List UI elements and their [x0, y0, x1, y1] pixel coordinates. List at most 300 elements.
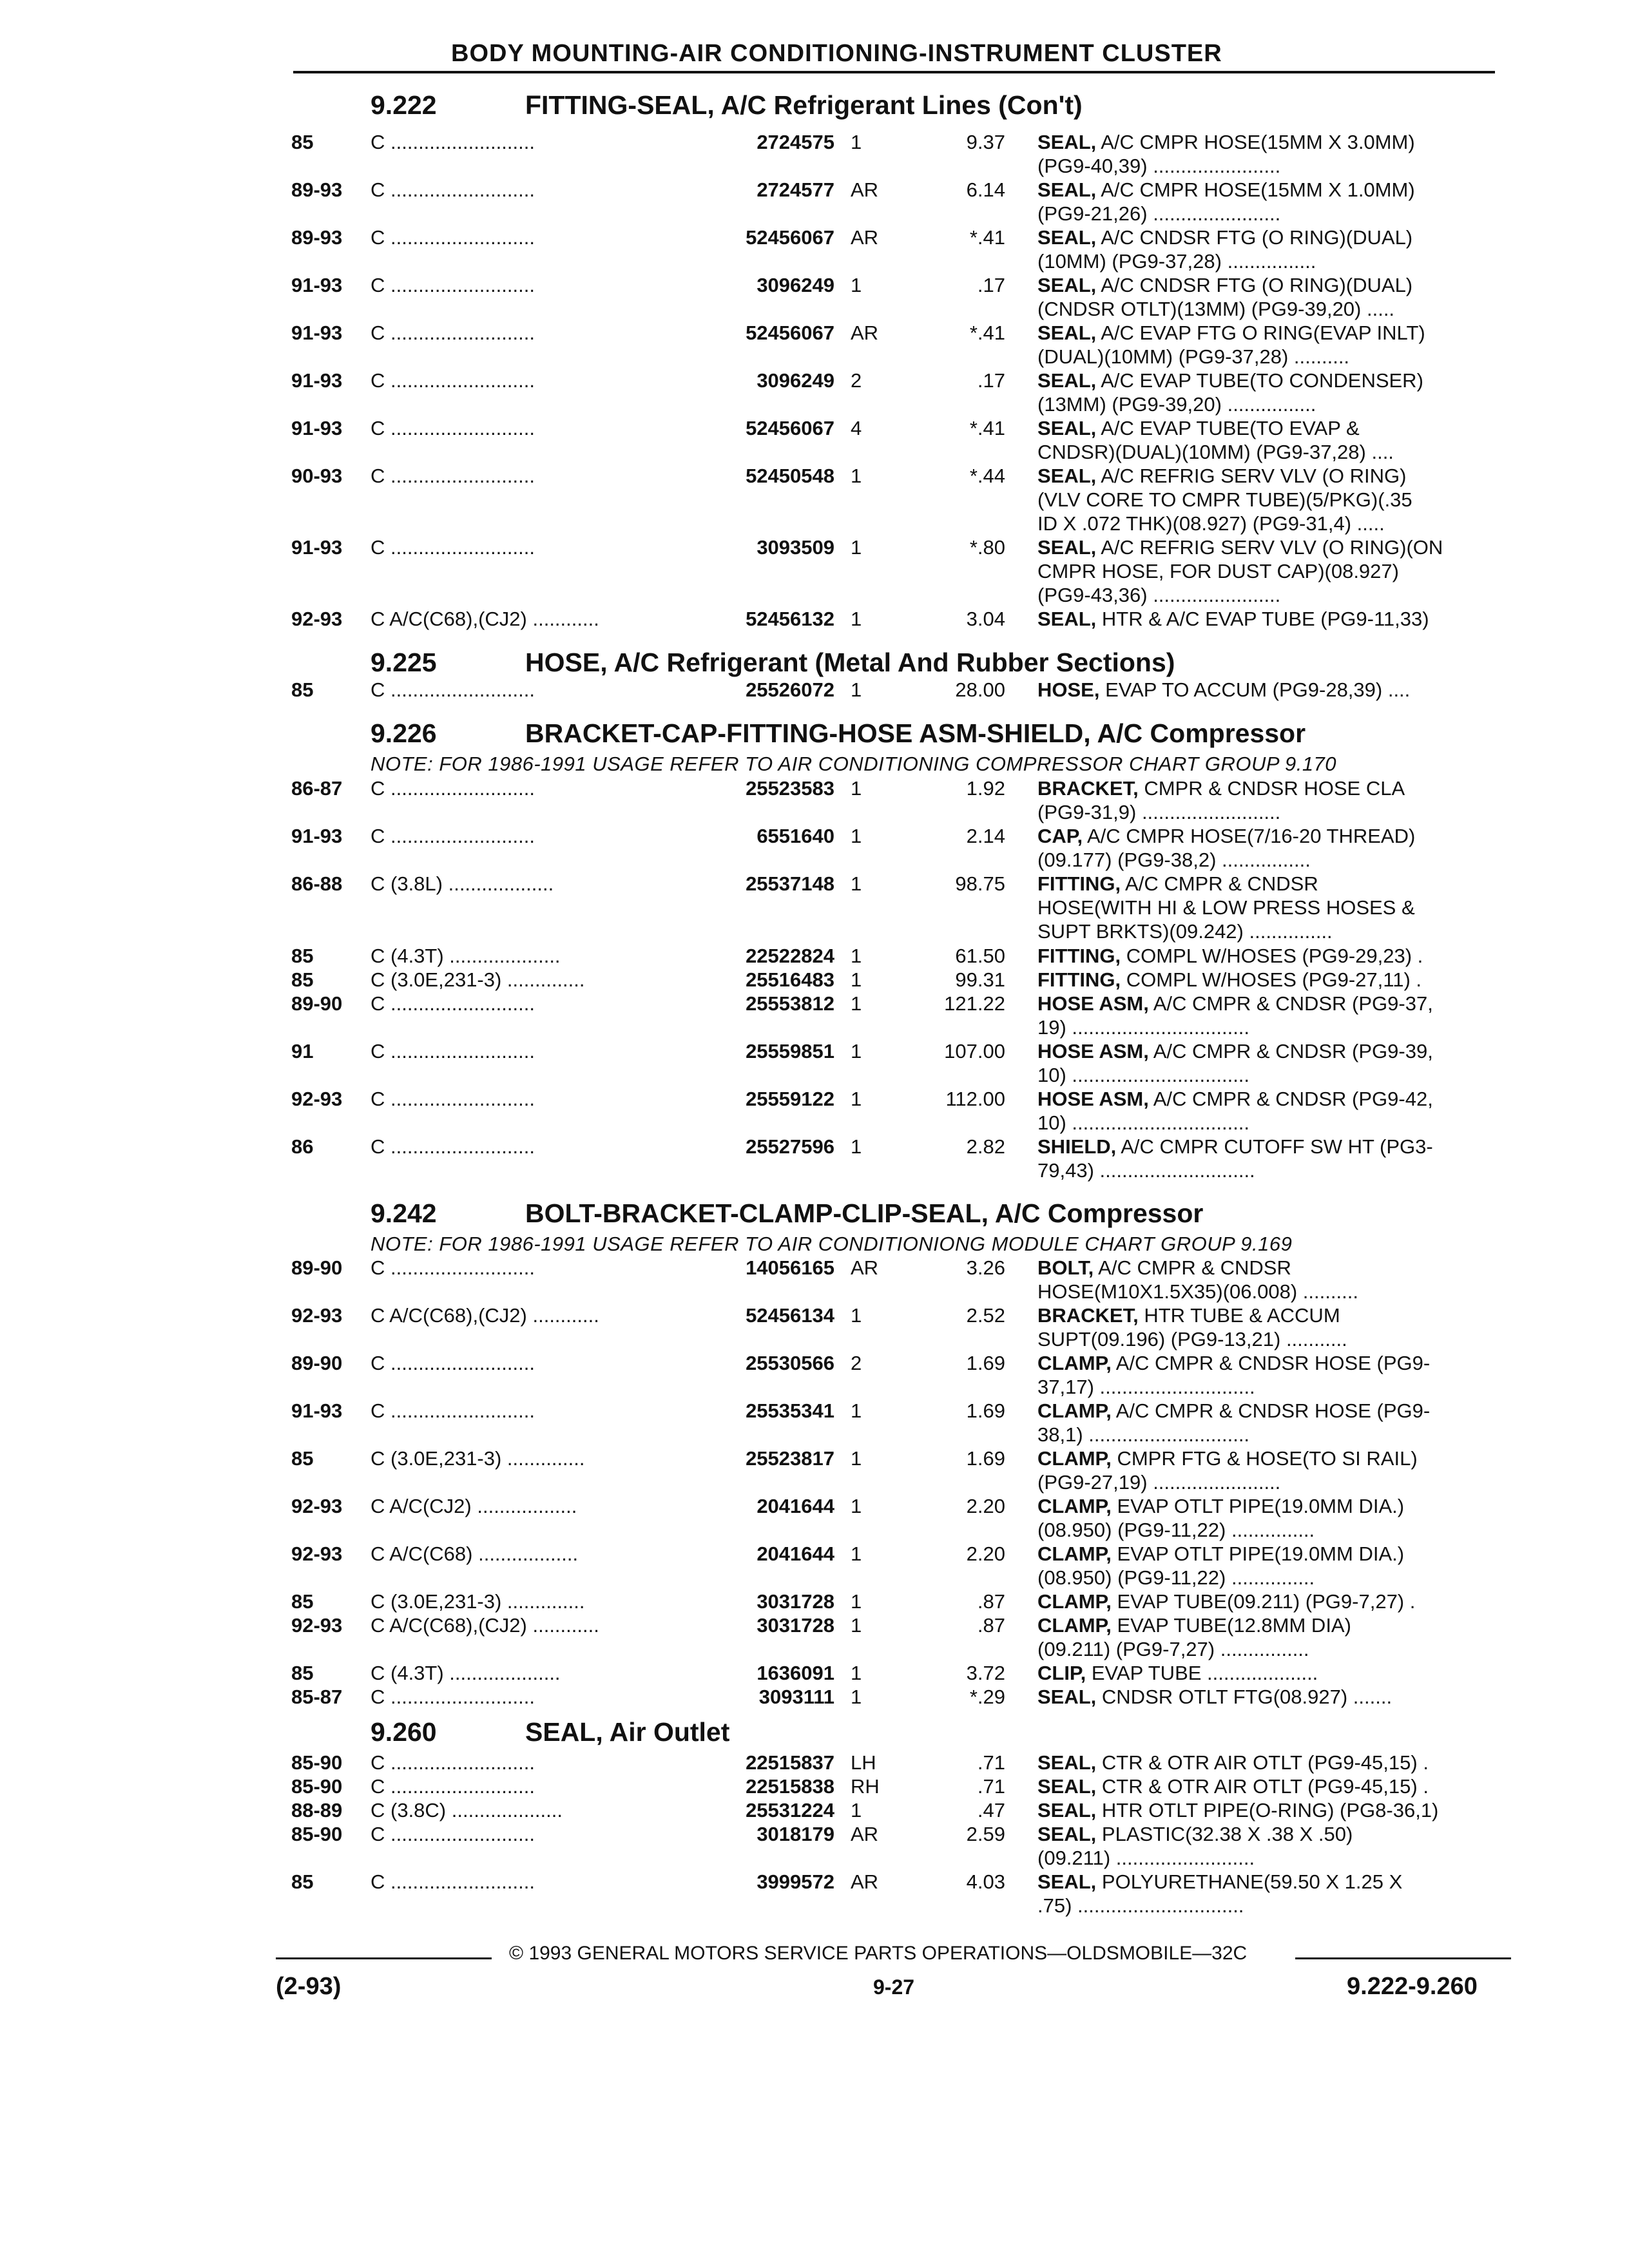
- price: 98.75: [955, 872, 1005, 895]
- description-text: CNDSR OTLT FTG(08.927) .......: [1096, 1686, 1393, 1708]
- table-row: [0, 968, 1629, 992]
- model-year: 85: [291, 1590, 314, 1613]
- description-line: [1037, 1847, 1498, 1870]
- part-description: [1037, 1088, 1498, 1135]
- description-line: [1037, 872, 1498, 896]
- price: 112.00: [945, 1088, 1005, 1110]
- description-text: 38,1) .............................: [1037, 1423, 1250, 1446]
- part-number: 25531224: [746, 1799, 834, 1821]
- description-lead: CLAMP,: [1037, 1495, 1112, 1517]
- quantity: 1: [851, 1399, 862, 1422]
- description-lead: SEAL,: [1037, 1823, 1097, 1845]
- price: 28.00: [955, 678, 1005, 701]
- price: 4.03: [966, 1870, 1005, 1893]
- part-description: [1037, 1590, 1498, 1614]
- part-description: [1037, 608, 1498, 631]
- usage-code: C ..........................: [371, 1751, 535, 1774]
- model-year: 85: [291, 945, 314, 967]
- part-description: [1037, 1399, 1498, 1447]
- description-line: [1037, 777, 1498, 801]
- price: 2.52: [966, 1304, 1005, 1327]
- model-year: 92-93: [291, 1542, 343, 1565]
- description-text: SUPT BRKTS)(09.242) ...............: [1037, 920, 1333, 943]
- table-row: [0, 1870, 1629, 1917]
- description-text: (09.211) .........................: [1037, 1847, 1255, 1869]
- price: .17: [977, 274, 1005, 296]
- model-year: 86: [291, 1135, 314, 1158]
- quantity: 1: [851, 1686, 862, 1708]
- table-row: [0, 536, 1629, 606]
- usage-code: C ..........................: [371, 992, 535, 1015]
- description-text: 10) ................................: [1037, 1111, 1250, 1134]
- description-lead: CLIP,: [1037, 1662, 1086, 1684]
- section-heading: [371, 1717, 729, 1747]
- table-row: [0, 1823, 1629, 1869]
- part-number: 52456132: [746, 608, 834, 630]
- description-lead: HOSE ASM,: [1037, 992, 1149, 1015]
- description-text: (08.950) (PG9-11,22) ...............: [1037, 1566, 1315, 1589]
- description-text: (13MM) (PG9-39,20) ................: [1037, 393, 1316, 416]
- description-line: [1037, 1495, 1498, 1519]
- usage-code: C ..........................: [371, 536, 535, 559]
- usage-code: C ..........................: [371, 417, 535, 439]
- table-row: [0, 1040, 1629, 1086]
- table-row: [0, 322, 1629, 368]
- part-description: [1037, 1304, 1498, 1352]
- part-description: [1037, 465, 1498, 536]
- description-lead: HOSE ASM,: [1037, 1088, 1149, 1110]
- price: .47: [977, 1799, 1005, 1821]
- price: 99.31: [955, 968, 1005, 991]
- quantity: 2: [851, 369, 862, 392]
- section-heading: [371, 648, 1175, 678]
- description-line: [1037, 417, 1498, 441]
- model-year: 90-93: [291, 465, 343, 487]
- description-line: [1037, 345, 1498, 369]
- description-line: [1037, 1040, 1498, 1064]
- table-row: [0, 777, 1629, 823]
- usage-code: C ..........................: [371, 178, 535, 201]
- price: 9.37: [966, 131, 1005, 153]
- part-number: 6551640: [757, 825, 834, 847]
- description-lead: HOSE ASM,: [1037, 1040, 1149, 1062]
- description-text: PLASTIC(32.38 X .38 X .50): [1096, 1823, 1353, 1845]
- footer-copyright: © 1993 GENERAL MOTORS SERVICE PARTS OPERATIONS—OLDSMOBILE—32C: [509, 1943, 1248, 1964]
- description-line: [1037, 1447, 1498, 1471]
- quantity: AR: [851, 226, 879, 249]
- description-lead: CLAMP,: [1037, 1590, 1112, 1613]
- usage-code: C ..........................: [371, 1135, 535, 1158]
- part-number: 25527596: [746, 1135, 834, 1158]
- part-number: 25535341: [746, 1399, 834, 1422]
- table-row: [0, 1399, 1629, 1446]
- description-text: (09.211) (PG9-7,27) ................: [1037, 1638, 1309, 1660]
- part-description: [1037, 1135, 1498, 1183]
- part-number: 3031728: [757, 1614, 834, 1637]
- price: 107.00: [944, 1040, 1005, 1062]
- part-description: [1037, 131, 1498, 178]
- price: *.41: [969, 417, 1005, 439]
- price: *.41: [969, 226, 1005, 249]
- description-text: (09.177) (PG9-38,2) ................: [1037, 849, 1311, 871]
- description-text: SUPT(09.196) (PG9-13,21) ...........: [1037, 1328, 1347, 1350]
- description-text: (DUAL)(10MM) (PG9-37,28) ..........: [1037, 345, 1350, 368]
- quantity: 1: [851, 678, 862, 701]
- model-year: 85: [291, 678, 314, 701]
- part-number: 3018179: [757, 1823, 834, 1845]
- quantity: 1: [851, 1447, 862, 1470]
- price: .71: [977, 1775, 1005, 1798]
- description-line: [1037, 202, 1498, 226]
- description-text: A/C CMPR & CNDSR (PG9-37,: [1148, 992, 1433, 1015]
- usage-code: C ..........................: [371, 274, 535, 296]
- model-year: 92-93: [291, 1614, 343, 1637]
- description-lead: BRACKET,: [1037, 1304, 1139, 1327]
- part-number: 3096249: [757, 369, 834, 392]
- description-line: [1037, 250, 1498, 274]
- description-lead: HOSE,: [1037, 678, 1100, 701]
- description-lead: SEAL,: [1037, 369, 1097, 392]
- description-text: A/C EVAP FTG O RING(EVAP INLT): [1096, 322, 1425, 344]
- model-year: 91-93: [291, 825, 343, 847]
- usage-code: C A/C(CJ2) ..................: [371, 1495, 577, 1517]
- description-line: [1037, 801, 1498, 825]
- description-text: (VLV CORE TO CMPR TUBE)(5/PKG)(.35: [1037, 488, 1412, 511]
- description-line: [1037, 1352, 1498, 1376]
- price: 2.59: [966, 1823, 1005, 1845]
- description-lead: SEAL,: [1037, 1686, 1097, 1708]
- description-line: [1037, 945, 1498, 968]
- description-text: A/C CNDSR FTG (O RING)(DUAL): [1096, 226, 1413, 249]
- description-line: [1037, 1016, 1498, 1040]
- price: .71: [977, 1751, 1005, 1774]
- table-row: [0, 1614, 1629, 1660]
- table-row: [0, 1590, 1629, 1613]
- model-year: 91-93: [291, 1399, 343, 1422]
- description-line: [1037, 1280, 1498, 1304]
- description-text: EVAP OTLT PIPE(19.0MM DIA.): [1111, 1495, 1405, 1517]
- quantity: RH: [851, 1775, 880, 1798]
- description-line: [1037, 849, 1498, 872]
- part-description: [1037, 872, 1498, 944]
- usage-code: C ..........................: [371, 825, 535, 847]
- part-description: [1037, 992, 1498, 1040]
- description-text: CMPR HOSE, FOR DUST CAP)(08.927): [1037, 560, 1399, 582]
- usage-code: C ..........................: [371, 777, 535, 800]
- description-lead: CLAMP,: [1037, 1614, 1112, 1637]
- part-description: [1037, 777, 1498, 825]
- price: .87: [977, 1614, 1005, 1637]
- model-year: 91-93: [291, 417, 343, 439]
- section-number: 9.225: [371, 648, 437, 677]
- description-text: CTR & OTR AIR OTLT (PG9-45,15) .: [1096, 1775, 1429, 1798]
- section-heading: [371, 718, 1306, 749]
- price: 121.22: [944, 992, 1005, 1015]
- description-text: 19) ................................: [1037, 1016, 1250, 1039]
- table-row: [0, 465, 1629, 535]
- description-text: (PG9-27,19) .......................: [1037, 1471, 1281, 1494]
- model-year: 85: [291, 1870, 314, 1893]
- description-line: [1037, 512, 1498, 536]
- model-year: 85: [291, 1447, 314, 1470]
- part-description: [1037, 274, 1498, 322]
- table-row: [0, 1751, 1629, 1774]
- usage-code: C (3.0E,231-3) ..............: [371, 1447, 585, 1470]
- description-text: HTR OTLT PIPE(O-RING) (PG8-36,1): [1096, 1799, 1439, 1821]
- description-line: [1037, 1304, 1498, 1328]
- model-year: 88-89: [291, 1799, 343, 1821]
- usage-code: C ..........................: [371, 1686, 535, 1708]
- quantity: 1: [851, 274, 862, 296]
- model-year: 85: [291, 968, 314, 991]
- model-year: 91-93: [291, 369, 343, 392]
- section-number: 9.242: [371, 1198, 437, 1228]
- model-year: 89-93: [291, 226, 343, 249]
- model-year: 85-87: [291, 1686, 343, 1708]
- description-text: 37,17) ............................: [1037, 1376, 1255, 1398]
- table-row: [0, 1662, 1629, 1685]
- description-line: [1037, 1590, 1498, 1614]
- part-description: [1037, 1040, 1498, 1088]
- table-row: [0, 1775, 1629, 1798]
- price: 3.26: [966, 1256, 1005, 1279]
- description-line: [1037, 1471, 1498, 1495]
- part-number: 2041644: [757, 1542, 834, 1565]
- model-year: 85-90: [291, 1775, 343, 1798]
- quantity: 1: [851, 536, 862, 559]
- description-line: [1037, 441, 1498, 465]
- section-heading: [371, 1198, 1203, 1229]
- description-line: [1037, 393, 1498, 417]
- quantity: 1: [851, 777, 862, 800]
- footer-section-range: 9.222-9.260: [1347, 1973, 1478, 2000]
- description-text: CMPR & CNDSR HOSE CLA: [1138, 777, 1405, 800]
- description-text: HTR TUBE & ACCUM: [1138, 1304, 1340, 1327]
- usage-code: C ..........................: [371, 1040, 535, 1062]
- description-text: CMPR FTG & HOSE(TO SI RAIL): [1111, 1447, 1418, 1470]
- part-number: 52456067: [746, 417, 834, 439]
- usage-code: C (3.0E,231-3) ..............: [371, 968, 585, 991]
- section-title: SEAL, Air Outlet: [525, 1717, 730, 1747]
- part-number: 25526072: [746, 678, 834, 701]
- model-year: 86-88: [291, 872, 343, 895]
- description-text: A/C CMPR & CNDSR: [1121, 872, 1318, 895]
- description-line: [1037, 1519, 1498, 1542]
- part-description: [1037, 968, 1498, 992]
- quantity: 1: [851, 131, 862, 153]
- description-text: COMPL W/HOSES (PG9-27,11) .: [1121, 968, 1422, 991]
- price: *.29: [969, 1686, 1005, 1708]
- description-line: [1037, 1088, 1498, 1111]
- description-line: [1037, 1775, 1498, 1799]
- part-number: 22515838: [746, 1775, 834, 1798]
- price: 3.72: [966, 1662, 1005, 1684]
- part-number: 3096249: [757, 274, 834, 296]
- model-year: 85: [291, 1662, 314, 1684]
- model-year: 92-93: [291, 608, 343, 630]
- price: .87: [977, 1590, 1005, 1613]
- price: 1.92: [966, 777, 1005, 800]
- part-description: [1037, 417, 1498, 465]
- usage-code: C ..........................: [371, 322, 535, 344]
- table-row: [0, 417, 1629, 463]
- usage-code: C ..........................: [371, 369, 535, 392]
- description-text: A/C REFRIG SERV VLV (O RING): [1096, 465, 1407, 487]
- description-line: [1037, 322, 1498, 345]
- description-line: [1037, 1823, 1498, 1847]
- part-number: 25516483: [746, 968, 834, 991]
- description-lead: CLAMP,: [1037, 1399, 1112, 1422]
- description-lead: BRACKET,: [1037, 777, 1139, 800]
- description-line: [1037, 1399, 1498, 1423]
- usage-code: C ..........................: [371, 131, 535, 153]
- description-text: CNDSR)(DUAL)(10MM) (PG9-37,28) ....: [1037, 441, 1394, 463]
- description-text: EVAP OTLT PIPE(19.0MM DIA.): [1111, 1542, 1405, 1565]
- part-description: [1037, 1447, 1498, 1495]
- table-row: [0, 825, 1629, 871]
- usage-code: C ..........................: [371, 1823, 535, 1845]
- table-row: [0, 1686, 1629, 1709]
- footer-date: (2-93): [276, 1973, 342, 2000]
- description-line: [1037, 488, 1498, 512]
- description-text: (CNDSR OTLT)(13MM) (PG9-39,20) .....: [1037, 298, 1395, 320]
- price: 61.50: [955, 945, 1005, 967]
- description-text: A/C CNDSR FTG (O RING)(DUAL): [1096, 274, 1413, 296]
- section-heading: [371, 90, 1083, 120]
- description-lead: SEAL,: [1037, 1775, 1097, 1798]
- usage-code: C ..........................: [371, 1775, 535, 1798]
- description-text: EVAP TUBE(09.211) (PG9-7,27) .: [1111, 1590, 1416, 1613]
- part-number: 14056165: [746, 1256, 834, 1279]
- description-lead: SEAL,: [1037, 131, 1097, 153]
- part-description: [1037, 945, 1498, 968]
- model-year: 92-93: [291, 1495, 343, 1517]
- model-year: 89-90: [291, 992, 343, 1015]
- description-text: 79,43) ............................: [1037, 1159, 1255, 1182]
- description-line: [1037, 1799, 1498, 1823]
- description-lead: CLAMP,: [1037, 1447, 1112, 1470]
- description-text: HTR & A/C EVAP TUBE (PG9-11,33): [1096, 608, 1429, 630]
- description-line: [1037, 131, 1498, 155]
- table-row: [0, 872, 1629, 943]
- part-description: [1037, 178, 1498, 226]
- description-line: [1037, 155, 1498, 178]
- page-header-title: BODY MOUNTING-AIR CONDITIONING-INSTRUMENT CLUSTER: [451, 40, 1222, 67]
- price: 2.20: [966, 1495, 1005, 1517]
- quantity: 4: [851, 417, 862, 439]
- usage-code: C (4.3T) ....................: [371, 1662, 561, 1684]
- part-number: 25523583: [746, 777, 834, 800]
- quantity: 1: [851, 1088, 862, 1110]
- description-text: A/C CMPR & CNDSR (PG9-39,: [1148, 1040, 1433, 1062]
- description-lead: SEAL,: [1037, 1751, 1097, 1774]
- part-number: 25559851: [746, 1040, 834, 1062]
- part-description: [1037, 322, 1498, 369]
- description-text: (PG9-40,39) .......................: [1037, 155, 1281, 177]
- part-number: 3031728: [757, 1590, 834, 1613]
- quantity: 1: [851, 465, 862, 487]
- description-text: A/C CMPR HOSE(7/16-20 THREAD): [1083, 825, 1416, 847]
- part-number: 22522824: [746, 945, 834, 967]
- model-year: 89-90: [291, 1256, 343, 1279]
- section-number: 9.222: [371, 90, 437, 120]
- part-description: [1037, 1495, 1498, 1542]
- part-number: 25537148: [746, 872, 834, 895]
- part-description: [1037, 1542, 1498, 1590]
- description-text: EVAP TO ACCUM (PG9-28,39) ....: [1099, 678, 1411, 701]
- description-lead: FITTING,: [1037, 968, 1121, 991]
- part-description: [1037, 1775, 1498, 1799]
- description-text: A/C CMPR HOSE(15MM X 1.0MM): [1096, 178, 1415, 201]
- usage-code: C (4.3T) ....................: [371, 945, 561, 967]
- part-number: 52450548: [746, 465, 834, 487]
- usage-code: C A/C(C68),(CJ2) ............: [371, 608, 599, 630]
- price: 1.69: [966, 1399, 1005, 1422]
- description-line: [1037, 1686, 1498, 1709]
- quantity: 1: [851, 945, 862, 967]
- description-line: [1037, 226, 1498, 250]
- part-number: 25530566: [746, 1352, 834, 1374]
- section-title: FITTING-SEAL, A/C Refrigerant Lines (Con't): [525, 90, 1083, 120]
- description-lead: SEAL,: [1037, 226, 1097, 249]
- table-row: [0, 1256, 1629, 1303]
- description-line: [1037, 1662, 1498, 1686]
- price: 6.14: [966, 178, 1005, 201]
- quantity: AR: [851, 1823, 879, 1845]
- usage-code: C A/C(C68),(CJ2) ............: [371, 1304, 599, 1327]
- description-line: [1037, 465, 1498, 488]
- usage-code: C ..........................: [371, 226, 535, 249]
- part-number: 52456067: [746, 322, 834, 344]
- description-text: A/C EVAP TUBE(TO CONDENSER): [1096, 369, 1423, 392]
- table-row: [0, 1304, 1629, 1350]
- model-year: 86-87: [291, 777, 343, 800]
- description-line: [1037, 1542, 1498, 1566]
- description-line: [1037, 678, 1498, 702]
- price: 1.69: [966, 1352, 1005, 1374]
- table-row: [0, 131, 1629, 177]
- description-text: COMPL W/HOSES (PG9-29,23) .: [1121, 945, 1423, 967]
- table-row: [0, 1352, 1629, 1398]
- description-lead: CLAMP,: [1037, 1542, 1112, 1565]
- part-number: 25553812: [746, 992, 834, 1015]
- description-lead: SHIELD,: [1037, 1135, 1117, 1158]
- quantity: 1: [851, 1614, 862, 1637]
- usage-code: C ..........................: [371, 465, 535, 487]
- model-year: 92-93: [291, 1304, 343, 1327]
- part-description: [1037, 536, 1498, 608]
- part-number: 52456134: [746, 1304, 834, 1327]
- description-text: A/C CMPR & CNDSR HOSE (PG9-: [1111, 1399, 1431, 1422]
- description-line: [1037, 896, 1498, 920]
- quantity: AR: [851, 1870, 879, 1893]
- description-text: A/C REFRIG SERV VLV (O RING)(ON: [1096, 536, 1443, 559]
- table-row: [0, 1542, 1629, 1589]
- description-line: [1037, 1614, 1498, 1638]
- description-line: [1037, 1423, 1498, 1447]
- usage-code: C (3.8L) ...................: [371, 872, 554, 895]
- part-description: [1037, 1662, 1498, 1686]
- description-text: (PG9-21,26) .......................: [1037, 202, 1281, 225]
- part-number: 2724575: [757, 131, 834, 153]
- table-row: [0, 1495, 1629, 1541]
- quantity: 1: [851, 1590, 862, 1613]
- footer-rule-right: [1295, 1957, 1511, 1959]
- part-description: [1037, 1823, 1498, 1870]
- quantity: 1: [851, 1662, 862, 1684]
- description-text: A/C CMPR CUTOFF SW HT (PG3-: [1116, 1135, 1433, 1158]
- description-text: HOSE(M10X1.5X35)(06.008) ..........: [1037, 1280, 1358, 1303]
